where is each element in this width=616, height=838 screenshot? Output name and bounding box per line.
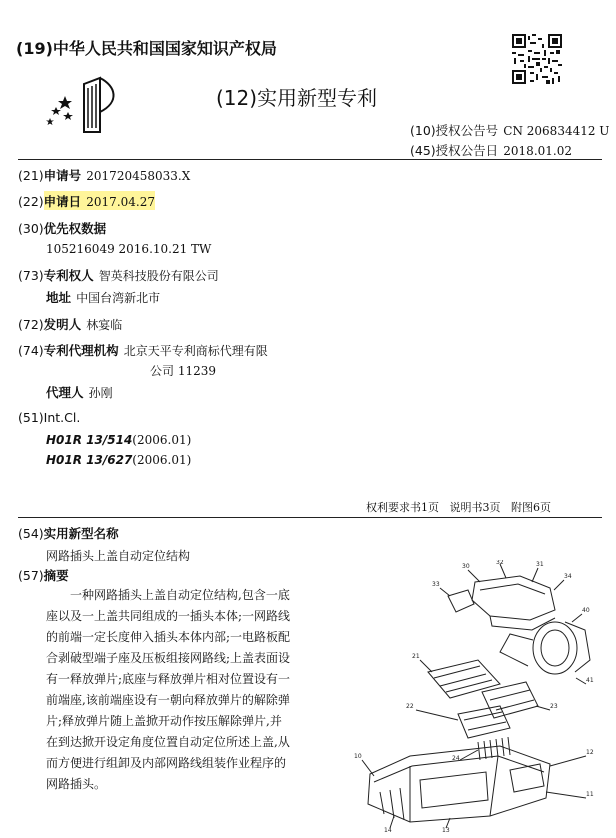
priority-value <box>46 238 211 257</box>
qr-code <box>512 34 562 84</box>
publication-number-row <box>410 120 609 139</box>
pub-date-label: 授权公告日 <box>435 143 499 158</box>
svg-text:24: 24 <box>452 755 460 762</box>
exploded-view-drawing <box>350 560 600 832</box>
pub-date-code: (45) <box>410 143 436 158</box>
pub-no-label: 授权公告号 <box>435 123 499 138</box>
agency: 北京天平专利商标代理有限 <box>123 344 268 358</box>
address: 中国台湾新北市 <box>76 291 161 305</box>
address-row <box>46 287 160 306</box>
agency-code: (74) <box>18 343 44 358</box>
app-date-code: (22) <box>18 194 44 209</box>
pub-date: 2018.01.02 <box>503 144 572 158</box>
app-no-label: 申请号 <box>43 168 82 183</box>
office-title <box>16 36 277 59</box>
agency-line2: 公司 11239 <box>150 364 216 378</box>
ipc-item <box>46 449 191 468</box>
ipc-row <box>18 407 80 426</box>
doc-type: 实用新型专利 <box>257 86 378 110</box>
agent-row <box>46 382 113 401</box>
inventor-label: 发明人 <box>43 317 82 332</box>
patentee-code: (73) <box>18 268 44 283</box>
svg-text:11: 11 <box>586 791 594 798</box>
patentee: 智英科技股份有限公司 <box>98 269 219 283</box>
cnipa-emblem-logo <box>40 74 130 136</box>
patentee-row <box>18 265 219 284</box>
agency-row-2 <box>150 360 216 379</box>
publication-date-row <box>410 140 572 159</box>
svg-text:13: 13 <box>442 827 450 832</box>
ipc-class: H01R 13/627 <box>46 453 133 467</box>
abstract-line: 的前端一定长度伸入插头本体内部;一电路板配 <box>46 630 291 644</box>
priority-code: (30) <box>18 221 44 236</box>
abstract-label: 摘要 <box>43 568 69 583</box>
abstract-line: 座以及一上盖共同组成的一插头本体;一网路线 <box>46 609 291 623</box>
priority-row <box>18 218 106 237</box>
abstract-code: (57) <box>18 568 44 583</box>
abstract-heading <box>18 565 69 584</box>
app-date: 2017.04.27 <box>86 195 155 209</box>
inventor: 林宴临 <box>86 318 123 332</box>
svg-text:33: 33 <box>432 581 440 588</box>
utility-name <box>46 545 190 564</box>
utility-name-text: 网路插头上盖自动定位结构 <box>46 549 191 563</box>
abstract-line: 网路插头。 <box>46 777 107 791</box>
app-no: 201720458033.X <box>86 169 191 183</box>
address-label: 地址 <box>46 290 72 305</box>
abstract-line: 有一释放弹片;底座与释放弹片相对位置设有一 <box>46 672 291 686</box>
pub-no-code: (10) <box>410 123 436 138</box>
application-date-row <box>18 191 155 210</box>
svg-text:41: 41 <box>586 677 594 684</box>
svg-text:22: 22 <box>406 703 414 710</box>
svg-text:31: 31 <box>536 561 544 568</box>
app-date-label: 申请日 <box>43 194 82 209</box>
svg-text:32: 32 <box>496 560 504 566</box>
ipc-class: H01R 13/514 <box>46 433 133 447</box>
document-type-title <box>216 82 377 111</box>
application-number-row <box>18 165 190 184</box>
svg-text:12: 12 <box>586 749 594 756</box>
svg-text:30: 30 <box>462 563 470 570</box>
abstract-line: 片;释放弹片随上盖掀开动作按压解除弹片,并 <box>46 714 282 728</box>
svg-text:40: 40 <box>582 607 590 614</box>
abstract-line: 合剥破型端子座及压板组接网路线;上盖表面设 <box>46 651 291 665</box>
page-counts: 权利要求书1页 说明书3页 附图6页 <box>366 501 551 514</box>
office-code: (19) <box>16 39 53 58</box>
header-divider <box>18 159 602 160</box>
pub-no: CN 206834412 U <box>503 124 610 138</box>
svg-text:10: 10 <box>354 753 362 760</box>
doc-type-code: (12) <box>216 86 258 110</box>
abstract-line: 一种网路插头上盖自动定位结构,包含一底 <box>70 588 290 602</box>
ipc-label: Int.Cl. <box>43 410 81 425</box>
patentee-label: 专利权人 <box>43 268 94 283</box>
svg-text:34: 34 <box>564 573 572 580</box>
ipc-item <box>46 429 191 448</box>
svg-text:23: 23 <box>550 703 558 710</box>
abstract-line: 在到达掀开设定角度位置自动定位所述上盖,从 <box>46 735 290 749</box>
biblio-divider <box>18 517 602 518</box>
agent-label: 代理人 <box>46 385 84 400</box>
abstract-line: 前端座,该前端座设有一朝向释放弹片的解除弹 <box>46 693 290 707</box>
inventor-code: (72) <box>18 317 44 332</box>
svg-text:21: 21 <box>412 653 420 660</box>
ipc-year: (2006.01) <box>132 453 192 467</box>
utility-name-label: 实用新型名称 <box>43 526 119 541</box>
utility-name-heading <box>18 523 119 542</box>
priority-label: 优先权数据 <box>43 221 107 236</box>
ipc-code: (51) <box>18 410 44 425</box>
inventor-row <box>18 314 122 333</box>
abstract-text <box>46 585 316 795</box>
app-no-code: (21) <box>18 168 44 183</box>
svg-text:14: 14 <box>384 827 392 832</box>
utility-name-code: (54) <box>18 526 44 541</box>
abstract-line: 而方便进行组卸及内部网路线组装作业程序的 <box>46 756 287 770</box>
agency-label: 专利代理机构 <box>43 343 119 358</box>
agent: 孙刚 <box>88 386 113 400</box>
office-name: 中华人民共和国国家知识产权局 <box>52 39 277 58</box>
ipc-year: (2006.01) <box>132 433 192 447</box>
priority-data: 105216049 2016.10.21 TW <box>46 242 212 256</box>
agency-row <box>18 340 268 359</box>
